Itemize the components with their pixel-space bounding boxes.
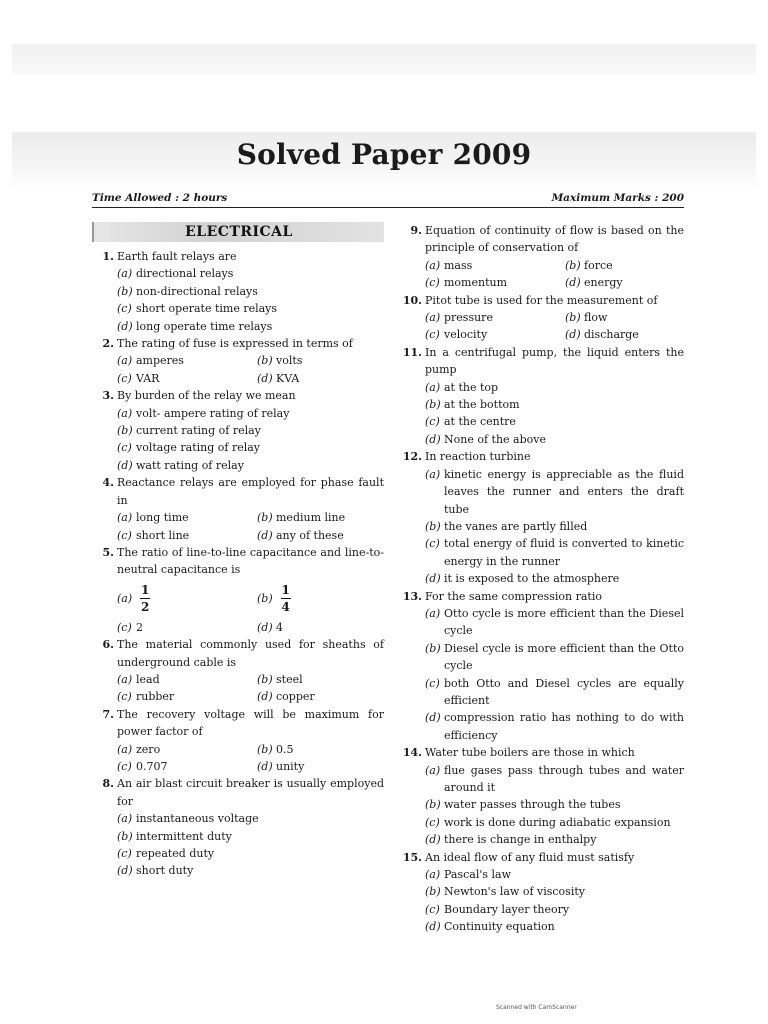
question-text: For the same compression ratio: [425, 589, 602, 603]
option-d: [257, 758, 397, 775]
option-d: [257, 527, 397, 544]
question-number: 12.: [402, 450, 422, 464]
option-d: [425, 831, 684, 848]
question-text: An ideal flow of any fluid must satisfy: [425, 850, 635, 864]
option-b: [257, 671, 397, 688]
option-label: (b): [117, 829, 133, 843]
right-column: [400, 222, 684, 936]
option-text: work is done during adiabatic expansion: [444, 815, 671, 829]
question-number: 10.: [402, 293, 422, 307]
option-b: [257, 583, 397, 614]
option-text: amperes: [136, 354, 184, 368]
option-text: 0.707: [136, 759, 168, 773]
question-number: 9.: [410, 224, 422, 237]
question-10: [400, 292, 684, 309]
option-label: (c): [425, 902, 440, 916]
option-text: pressure: [444, 311, 493, 325]
question-6: [92, 636, 384, 671]
option-d: [425, 570, 684, 587]
option-b: [257, 509, 397, 526]
option-text: Diesel cycle is more efficient than the Otto cycle: [444, 641, 684, 673]
question-text: The ratio of line-to-line capacitance and line-to-neutral capacitance is: [117, 545, 384, 577]
option-text: lead: [136, 672, 160, 686]
option-a: [117, 509, 257, 526]
option-text: copper: [276, 690, 315, 704]
option-text: repeated duty: [136, 847, 215, 860]
option-label: (b): [425, 885, 441, 899]
option-label: (b): [565, 311, 581, 325]
option-text: flue gases pass through tubes and water around it: [444, 763, 684, 794]
option-label: (d): [425, 833, 441, 847]
option-a: [425, 466, 684, 518]
option-label: (b): [257, 511, 273, 525]
option-text: Pascal's law: [444, 868, 512, 882]
page-title: Solved Paper 2009: [236, 138, 532, 171]
option-label: (a): [117, 511, 133, 525]
question-text: An air blast circuit breaker is usually employed for: [117, 777, 384, 808]
option-label: (b): [425, 519, 441, 533]
question-2: [92, 335, 384, 352]
options-8: [92, 810, 384, 880]
option-text: it is exposed to the atmosphere: [444, 572, 620, 586]
option-d: [257, 619, 397, 636]
option-label: (b): [117, 284, 133, 298]
question-number: 11.: [402, 345, 422, 359]
option-label: (c): [117, 690, 132, 704]
question-4: [92, 474, 384, 509]
option-c: [117, 527, 257, 544]
option-label: (c): [117, 441, 132, 455]
options-4: [92, 509, 384, 544]
options-5: [92, 579, 384, 636]
question-3: [92, 387, 384, 404]
option-text: 2: [136, 620, 143, 634]
option-a: [425, 379, 684, 396]
option-text: the vanes are partly filled: [444, 519, 588, 533]
option-label: (a): [117, 812, 133, 826]
option-a: [117, 741, 257, 758]
option-label: (c): [117, 759, 132, 773]
option-a: [117, 352, 257, 369]
option-a: [425, 762, 684, 797]
option-label: (d): [257, 620, 273, 634]
option-a: [117, 583, 257, 614]
option-b: [425, 396, 684, 413]
option-text: medium line: [276, 511, 346, 525]
option-c: [425, 814, 684, 831]
option-label: (d): [117, 458, 133, 472]
options-9: [400, 257, 684, 292]
question-number: 8.: [102, 777, 114, 791]
max-marks: Maximum Marks : 200: [551, 192, 684, 204]
option-text: short duty: [136, 864, 194, 878]
meta-row: [92, 192, 684, 206]
option-b: [257, 352, 397, 369]
option-c: [117, 845, 384, 862]
option-label: (a): [425, 763, 441, 777]
option-text: voltage rating of relay: [136, 441, 261, 455]
option-label: (c): [425, 537, 440, 551]
option-label: (a): [425, 868, 441, 882]
question-text: In a centrifugal pump, the liquid enters the pump: [425, 345, 684, 377]
option-b: [117, 828, 384, 845]
option-b: [425, 796, 684, 813]
question-number: 2.: [102, 337, 114, 351]
option-label: (d): [257, 528, 273, 542]
denominator: 2: [140, 600, 150, 615]
option-d: [257, 370, 397, 387]
options-3: [92, 405, 384, 475]
option-text: Boundary layer theory: [444, 902, 570, 916]
option-label: (d): [257, 371, 273, 385]
option-c: [117, 370, 257, 387]
question-number: 13.: [402, 589, 422, 603]
option-label: (d): [425, 711, 441, 725]
option-label: (d): [117, 864, 133, 878]
option-text: at the top: [444, 380, 499, 394]
top-band: [12, 44, 756, 74]
option-label: (d): [425, 432, 441, 446]
option-b: [565, 309, 705, 326]
option-b: [565, 257, 705, 274]
option-c: [425, 535, 684, 570]
question-number: 4.: [102, 476, 114, 490]
option-label: (a): [117, 672, 133, 686]
option-d: [425, 431, 684, 448]
options-15: [400, 866, 684, 936]
option-text: rubber: [136, 690, 175, 704]
option-text: volt- ampere rating of relay: [136, 406, 290, 420]
option-text: Newton's law of viscosity: [444, 885, 585, 899]
question-text: Water tube boilers are those in which: [425, 746, 635, 760]
option-text: flow: [584, 311, 608, 325]
question-9: [400, 222, 684, 257]
option-text: force: [584, 258, 613, 272]
option-text: unity: [276, 759, 305, 773]
option-label: (b): [565, 258, 581, 272]
option-label: (c): [425, 815, 440, 829]
option-d: [117, 318, 384, 335]
option-text: both Otto and Diesel cycles are equally efficient: [444, 676, 684, 707]
denominator: 4: [281, 600, 290, 615]
option-label: (b): [257, 354, 273, 368]
option-text: KVA: [276, 371, 300, 385]
option-text: directional relays: [136, 267, 234, 281]
options-14: [400, 762, 684, 849]
option-a: [117, 265, 384, 282]
option-text: mass: [444, 258, 473, 272]
option-text: Continuity equation: [444, 920, 555, 934]
option-label: (d): [565, 276, 581, 290]
option-b: [117, 283, 384, 300]
option-text: volts: [276, 354, 303, 368]
option-a: [425, 309, 565, 326]
option-text: instantaneous voltage: [136, 812, 259, 826]
options-10: [400, 309, 684, 344]
option-b: [257, 741, 397, 758]
option-text: non-directional relays: [136, 284, 258, 298]
option-label: (b): [425, 398, 441, 412]
option-label: (d): [425, 572, 441, 586]
option-text: there is change in enthalpy: [444, 833, 597, 847]
options-1: [92, 265, 384, 335]
option-label: (a): [425, 467, 441, 481]
option-label: (d): [257, 690, 273, 704]
option-c: [117, 688, 257, 705]
options-12: [400, 466, 684, 588]
question-text: In reaction turbine: [425, 450, 531, 464]
option-label: (a): [117, 592, 133, 606]
option-d: [117, 862, 384, 879]
option-text: None of the above: [444, 432, 546, 446]
question-number: 7.: [102, 707, 114, 721]
options-6: [92, 671, 384, 706]
question-text: Reactance relays are employed for phase fault in: [117, 476, 384, 507]
option-label: (c): [117, 302, 132, 316]
question-number: 5.: [102, 545, 114, 559]
numerator: 1: [281, 583, 290, 598]
option-label: (d): [565, 328, 581, 342]
option-d: [425, 918, 684, 935]
option-a: [117, 810, 384, 827]
option-d: [425, 709, 684, 744]
question-14: [400, 744, 684, 761]
option-c: [117, 619, 257, 636]
question-text: Earth fault relays are: [117, 250, 237, 263]
question-text: The rating of fuse is expressed in terms of: [117, 337, 353, 351]
option-c: [117, 758, 257, 775]
left-column: [92, 222, 384, 880]
option-b: [117, 422, 384, 439]
header-rule: [92, 207, 684, 208]
question-number: 1.: [102, 250, 114, 263]
option-a: [117, 405, 384, 422]
option-label: (a): [117, 354, 133, 368]
question-number: 14.: [402, 746, 422, 760]
option-text: 0.5: [276, 742, 294, 756]
question-text: Equation of continuity of flow is based on the principle of conservation of: [425, 224, 684, 255]
option-c: [425, 901, 684, 918]
option-label: (b): [425, 798, 441, 812]
option-label: (c): [117, 847, 132, 860]
question-text: Pitot tube is used for the measurement of: [425, 293, 658, 307]
option-label: (b): [257, 592, 273, 606]
option-label: (a): [425, 606, 441, 620]
option-text: VAR: [136, 371, 160, 385]
numerator: 1: [140, 583, 150, 598]
option-text: watt rating of relay: [136, 458, 244, 472]
option-d: [565, 326, 705, 343]
option-label: (b): [425, 641, 441, 655]
option-text: at the bottom: [444, 398, 520, 412]
time-allowed: Time Allowed : 2 hours: [92, 192, 228, 204]
option-label: (b): [257, 672, 273, 686]
option-text: 4: [276, 620, 283, 634]
question-text: The recovery voltage will be maximum for power factor of: [117, 707, 384, 739]
option-text: velocity: [444, 328, 488, 342]
options-7: [92, 741, 384, 776]
options-2: [92, 352, 384, 387]
option-label: (d): [425, 920, 441, 934]
option-c: [425, 326, 565, 343]
question-number: 15.: [402, 850, 422, 864]
option-text: compression ratio has nothing to do with efficiency: [444, 711, 684, 742]
option-text: steel: [276, 672, 303, 686]
option-c: [425, 675, 684, 710]
option-text: energy: [584, 276, 623, 290]
options-11: [400, 379, 684, 449]
question-7: [92, 706, 384, 741]
option-a: [425, 866, 684, 883]
option-a: [117, 671, 257, 688]
question-number: 3.: [102, 389, 114, 403]
question-15: [400, 849, 684, 866]
option-text: discharge: [584, 328, 639, 342]
option-c: [117, 300, 384, 317]
option-text: any of these: [276, 528, 344, 542]
option-label: (a): [117, 267, 133, 281]
option-label: (c): [117, 528, 132, 542]
option-a: [425, 605, 684, 640]
option-label: (c): [425, 415, 440, 429]
option-label: (a): [117, 742, 133, 756]
option-b: [425, 883, 684, 900]
option-label: (c): [117, 620, 132, 634]
option-label: (a): [425, 311, 441, 325]
option-c: [117, 439, 384, 456]
option-label: (d): [257, 759, 273, 773]
option-d: [565, 274, 705, 291]
option-text: water passes through the tubes: [444, 798, 621, 812]
option-d: [117, 457, 384, 474]
question-8: [92, 775, 384, 810]
option-text: current rating of relay: [136, 424, 261, 438]
option-c: [425, 413, 684, 430]
option-text: long time: [136, 511, 189, 525]
option-text: momentum: [444, 276, 508, 290]
option-label: (b): [257, 742, 273, 756]
option-text: at the centre: [444, 415, 516, 429]
question-13: [400, 588, 684, 605]
option-c: [425, 274, 565, 291]
question-11: [400, 344, 684, 379]
option-text: zero: [136, 742, 161, 756]
option-text: total energy of fluid is converted to kinetic energy in the runner: [444, 537, 684, 568]
option-label: (c): [425, 328, 440, 342]
option-text: intermittent duty: [136, 829, 232, 843]
option-label: (b): [117, 424, 133, 438]
option-text: long operate time relays: [136, 319, 273, 333]
option-label: (a): [117, 406, 133, 420]
question-5: [92, 544, 384, 579]
option-label: (a): [425, 258, 441, 272]
option-label: (c): [425, 276, 440, 290]
fraction: [281, 583, 291, 614]
option-text: short line: [136, 528, 190, 542]
option-a: [425, 257, 565, 274]
question-1: [92, 248, 384, 265]
question-text: The material commonly used for sheaths of underground cable is: [117, 638, 384, 669]
option-label: (c): [425, 676, 440, 690]
question-12: [400, 448, 684, 465]
scanner-watermark: Scanned with CamScanner: [496, 1004, 577, 1011]
option-d: [257, 688, 397, 705]
option-label: (c): [117, 371, 132, 385]
fraction: [140, 583, 150, 614]
option-b: [425, 640, 684, 675]
option-label: (d): [117, 319, 133, 333]
question-number: 6.: [102, 638, 114, 652]
option-text: kinetic energy is appreciable as the fluid leaves the runner and enters the draft tube: [444, 467, 684, 516]
question-text: By burden of the relay we mean: [117, 389, 296, 403]
section-heading: ELECTRICAL: [92, 222, 384, 242]
option-label: (a): [425, 380, 441, 394]
option-text: short operate time relays: [136, 302, 278, 316]
options-13: [400, 605, 684, 744]
option-b: [425, 518, 684, 535]
option-text: Otto cycle is more efficient than the Diesel cycle: [444, 606, 684, 638]
